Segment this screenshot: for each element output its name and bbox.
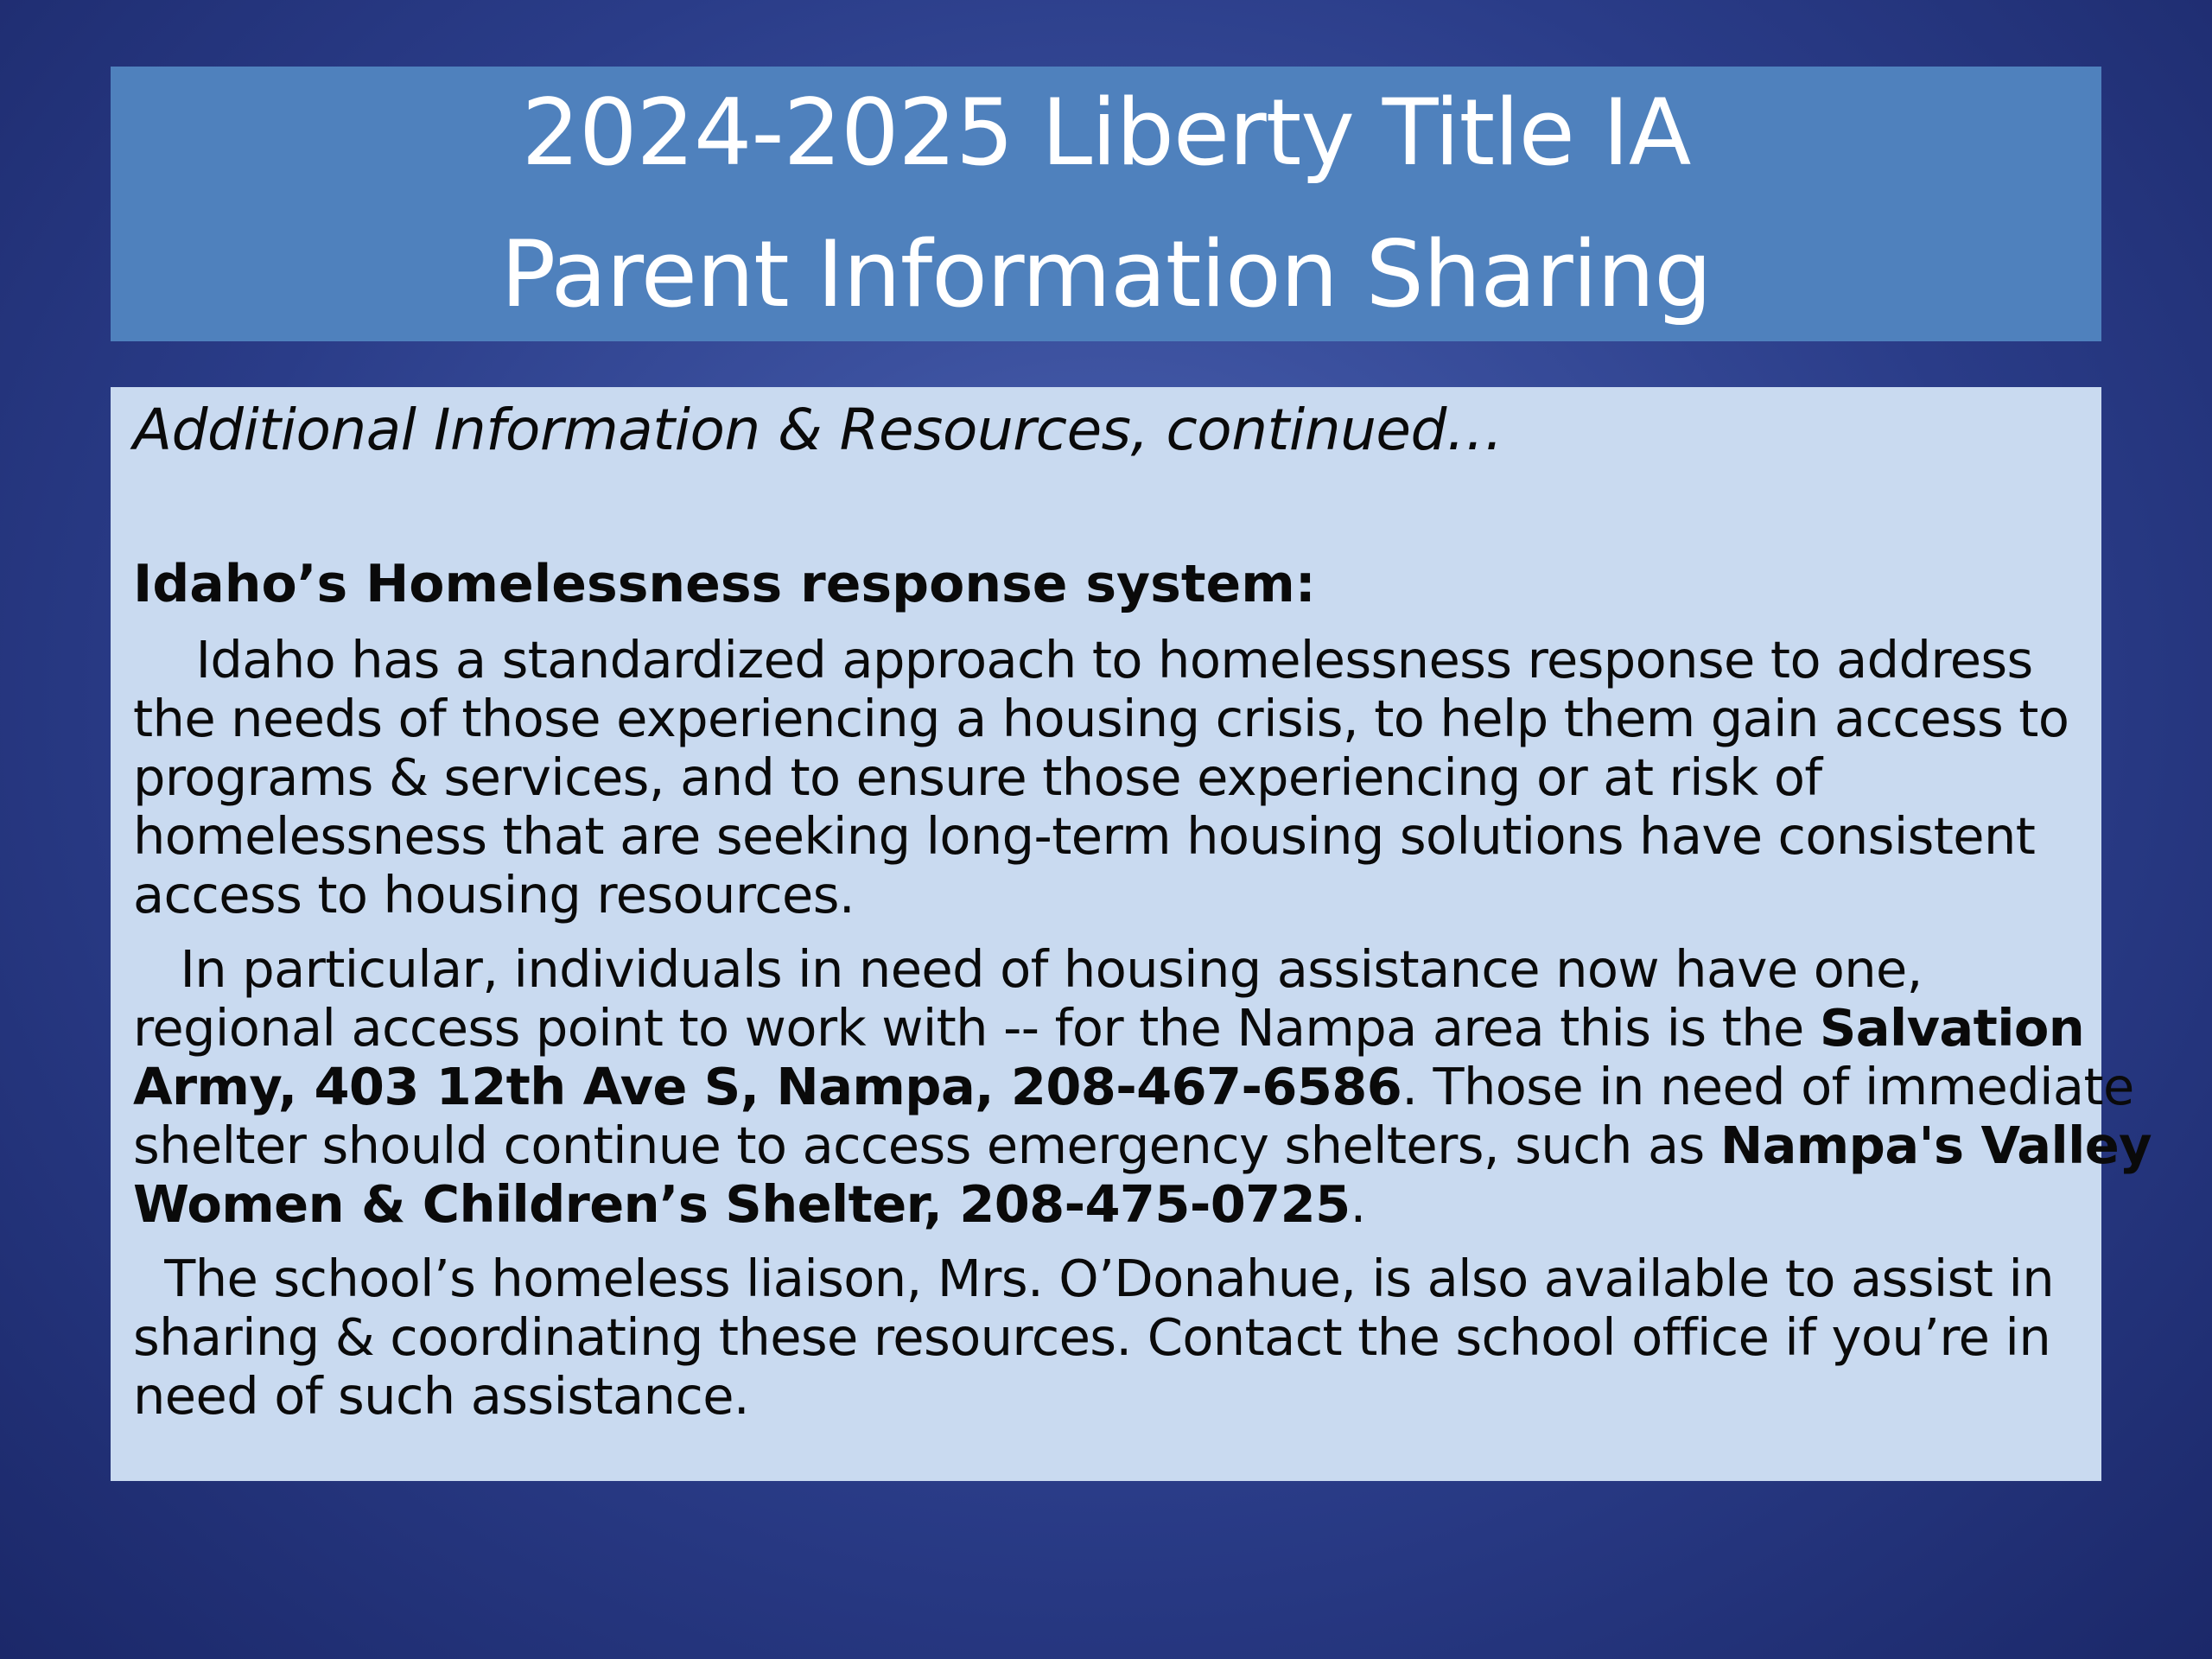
line-text: .	[1350, 1174, 1366, 1234]
paragraph-liaison	[133, 1249, 2084, 1426]
paragraph-line	[133, 1057, 2134, 1116]
paragraph-line	[133, 1116, 2152, 1175]
paragraph-line: the needs of those experiencing a housing crisis, to help them gain access to	[133, 689, 2069, 748]
paragraph-line: need of such assistance.	[133, 1366, 750, 1426]
paragraph-approach	[133, 631, 2084, 925]
paragraph-line: sharing & coordinating these resources. Contact the school office if you’re in	[133, 1307, 2051, 1367]
shelter-contact: Women & Children’s Shelter, 208-475-0725	[133, 1174, 1351, 1234]
line-text: regional access point to work with -- for the Nampa area this is the	[133, 998, 1820, 1058]
title-banner	[111, 67, 2101, 341]
salvation-army-contact: Army, 403 12th Ave S, Nampa, 208-467-6586	[133, 1057, 1402, 1116]
section-subtitle: Additional Information & Resources, continued…	[133, 397, 1503, 463]
title-line-2: Parent Information Sharing	[500, 221, 1712, 327]
line-text: shelter should continue to access emergency shelters, such as	[133, 1116, 1720, 1175]
paragraph-line: Idaho has a standardized approach to homelessness response to address	[133, 630, 2033, 690]
line-text: . Those in need of immediate	[1402, 1057, 2134, 1116]
paragraph-access-point	[133, 939, 2152, 1234]
paragraph-line: programs & services, and to ensure those experiencing or at risk of	[133, 747, 1822, 807]
title-line-1: 2024-2025 Liberty Title IA	[521, 79, 1691, 186]
content-panel	[111, 387, 2152, 1481]
paragraph-line: homelessness that are seeking long-term housing solutions have consistent	[133, 806, 2036, 866]
paragraph-line: The school’s homeless liaison, Mrs. O’Donahue, is also available to assist in	[133, 1249, 2055, 1308]
paragraph-line	[133, 999, 2084, 1058]
paragraph-line: access to housing resources.	[133, 865, 855, 925]
salvation-army-name: Salvation	[1819, 998, 2085, 1058]
paragraph-line	[133, 1175, 2084, 1234]
section-heading: Idaho’s Homelessness response system:	[133, 554, 1316, 614]
shelter-name: Nampa's Valley	[1719, 1116, 2152, 1175]
paragraph-line: In particular, individuals in need of housing assistance now have one,	[133, 939, 1923, 999]
